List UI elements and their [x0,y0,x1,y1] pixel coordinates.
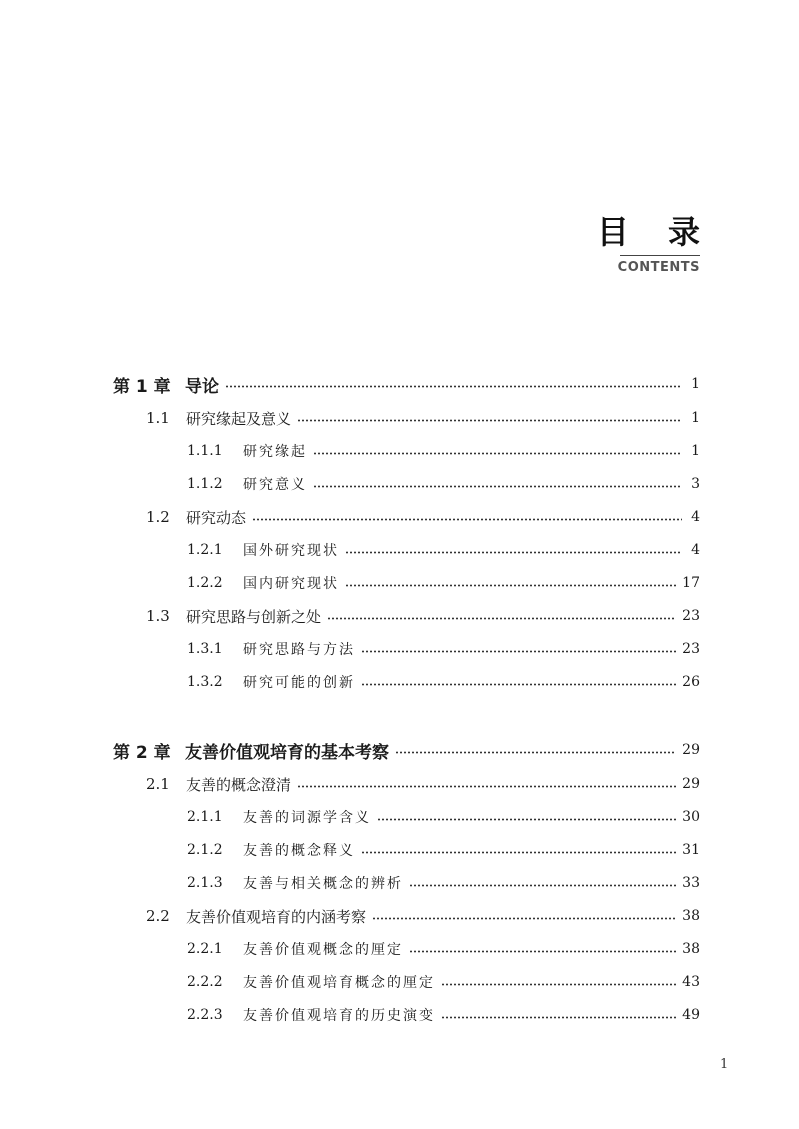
dot-leader [313,452,682,455]
entry-number: 2.2.2 [187,974,223,990]
entry-number: 2.2 [146,907,170,925]
entry-number: 1.1.1 [187,443,223,459]
entry-title: 友善与相关概念的辨析 [243,876,403,892]
entry-title: 研究思路与方法 [243,642,355,658]
entry-number: 2.2.1 [187,941,223,957]
toc-header [596,212,714,275]
dot-leader [252,518,682,521]
toc-section-entry[interactable] [146,771,700,797]
entry-title: 友善价值观培育的内涵考察 [186,907,367,926]
entry-number: 2.2.3 [187,1007,223,1023]
dot-leader [225,385,682,388]
entry-number: 2.1 [146,775,170,793]
entry-number: 1.3.2 [187,674,223,690]
entry-number: 2.1.2 [187,842,223,858]
entry-page: 23 [682,608,700,624]
entry-page: 3 [691,476,700,492]
entry-title: 国外研究现状 [243,543,339,559]
page-subtitle: CONTENTS [617,260,700,275]
entry-number: 第 1 章 [113,376,171,397]
entry-title: 友善的词源学含义 [243,810,371,826]
toc-subsection-entry[interactable] [187,636,700,662]
page-title: 目 录 [596,213,714,251]
entry-page: 30 [682,809,700,825]
entry-page: 29 [682,742,700,758]
entry-title: 友善价值观概念的厘定 [243,942,403,958]
entry-page: 31 [682,842,700,858]
entry-title: 研究可能的创新 [243,675,355,691]
toc-subsection-entry[interactable] [187,570,700,596]
dot-leader [345,584,676,587]
dot-leader [361,851,676,854]
entry-number: 第 2 章 [113,742,171,763]
dot-leader [297,419,682,422]
entry-title: 研究缘起 [243,444,307,460]
entry-title: 友善价值观培育的历史演变 [243,1008,435,1024]
toc-subsection-entry[interactable] [187,804,700,830]
toc-subsection-entry[interactable] [187,537,700,563]
entry-page: 4 [691,542,700,558]
entry-number: 1.2.1 [187,542,223,558]
toc-section-entry[interactable] [146,504,700,530]
dot-leader [395,751,676,754]
entry-title: 导论 [185,376,219,397]
entry-number: 2.1.1 [187,809,223,825]
entry-page: 1 [691,376,700,392]
entry-number: 1.3 [146,607,170,625]
dot-leader [377,818,676,821]
entry-title: 国内研究现状 [243,576,339,592]
entry-title: 研究思路与创新之处 [186,607,322,626]
dot-leader [297,785,676,788]
toc-chapter-entry[interactable] [113,371,700,397]
entry-page: 1 [691,410,700,426]
entry-page: 33 [682,875,700,891]
entry-number: 1.2 [146,508,170,526]
toc-section-entry[interactable] [146,405,700,431]
toc-section-entry[interactable] [146,903,700,929]
entry-title: 研究缘起及意义 [186,409,292,428]
entry-title: 研究意义 [243,477,307,493]
toc-subsection-entry[interactable] [187,969,700,995]
toc-subsection-entry[interactable] [187,1002,700,1028]
toc-subsection-entry[interactable] [187,936,700,962]
entry-title: 友善的概念释义 [243,843,355,859]
dot-leader [372,917,676,920]
page-number: 1 [720,1057,729,1072]
toc-subsection-entry[interactable] [187,669,700,695]
toc-subsection-entry[interactable] [187,837,700,863]
entry-title: 研究动态 [186,508,247,527]
entry-page: 38 [682,941,700,957]
entry-number: 2.1.3 [187,875,223,891]
entry-page: 23 [682,641,700,657]
toc-section-entry[interactable] [146,603,700,629]
entry-page: 29 [682,776,700,792]
entry-page: 26 [682,674,700,690]
dot-leader [361,683,676,686]
dot-leader [313,485,682,488]
entry-title: 友善的概念澄清 [186,775,292,794]
dot-leader [409,950,676,953]
toc-subsection-entry[interactable] [187,471,700,497]
dot-leader [441,983,676,986]
dot-leader [441,1016,676,1019]
toc-subsection-entry[interactable] [187,870,700,896]
entry-page: 43 [682,974,700,990]
entry-page: 1 [691,443,700,459]
entry-title: 友善价值观培育概念的厘定 [243,975,435,991]
entry-page: 49 [682,1007,700,1023]
dot-leader [327,617,676,620]
entry-number: 1.1 [146,409,170,427]
dot-leader [409,884,676,887]
toc-chapter-entry[interactable] [113,737,700,763]
dot-leader [345,551,682,554]
entry-number: 1.3.1 [187,641,223,657]
title-divider [620,255,700,256]
dot-leader [361,650,676,653]
toc-subsection-entry[interactable] [187,438,700,464]
entry-page: 17 [682,575,700,591]
entry-number: 1.2.2 [187,575,223,591]
entry-number: 1.1.2 [187,476,223,492]
entry-title: 友善价值观培育的基本考察 [185,742,389,763]
entry-page: 38 [682,908,700,924]
entry-page: 4 [691,509,700,525]
